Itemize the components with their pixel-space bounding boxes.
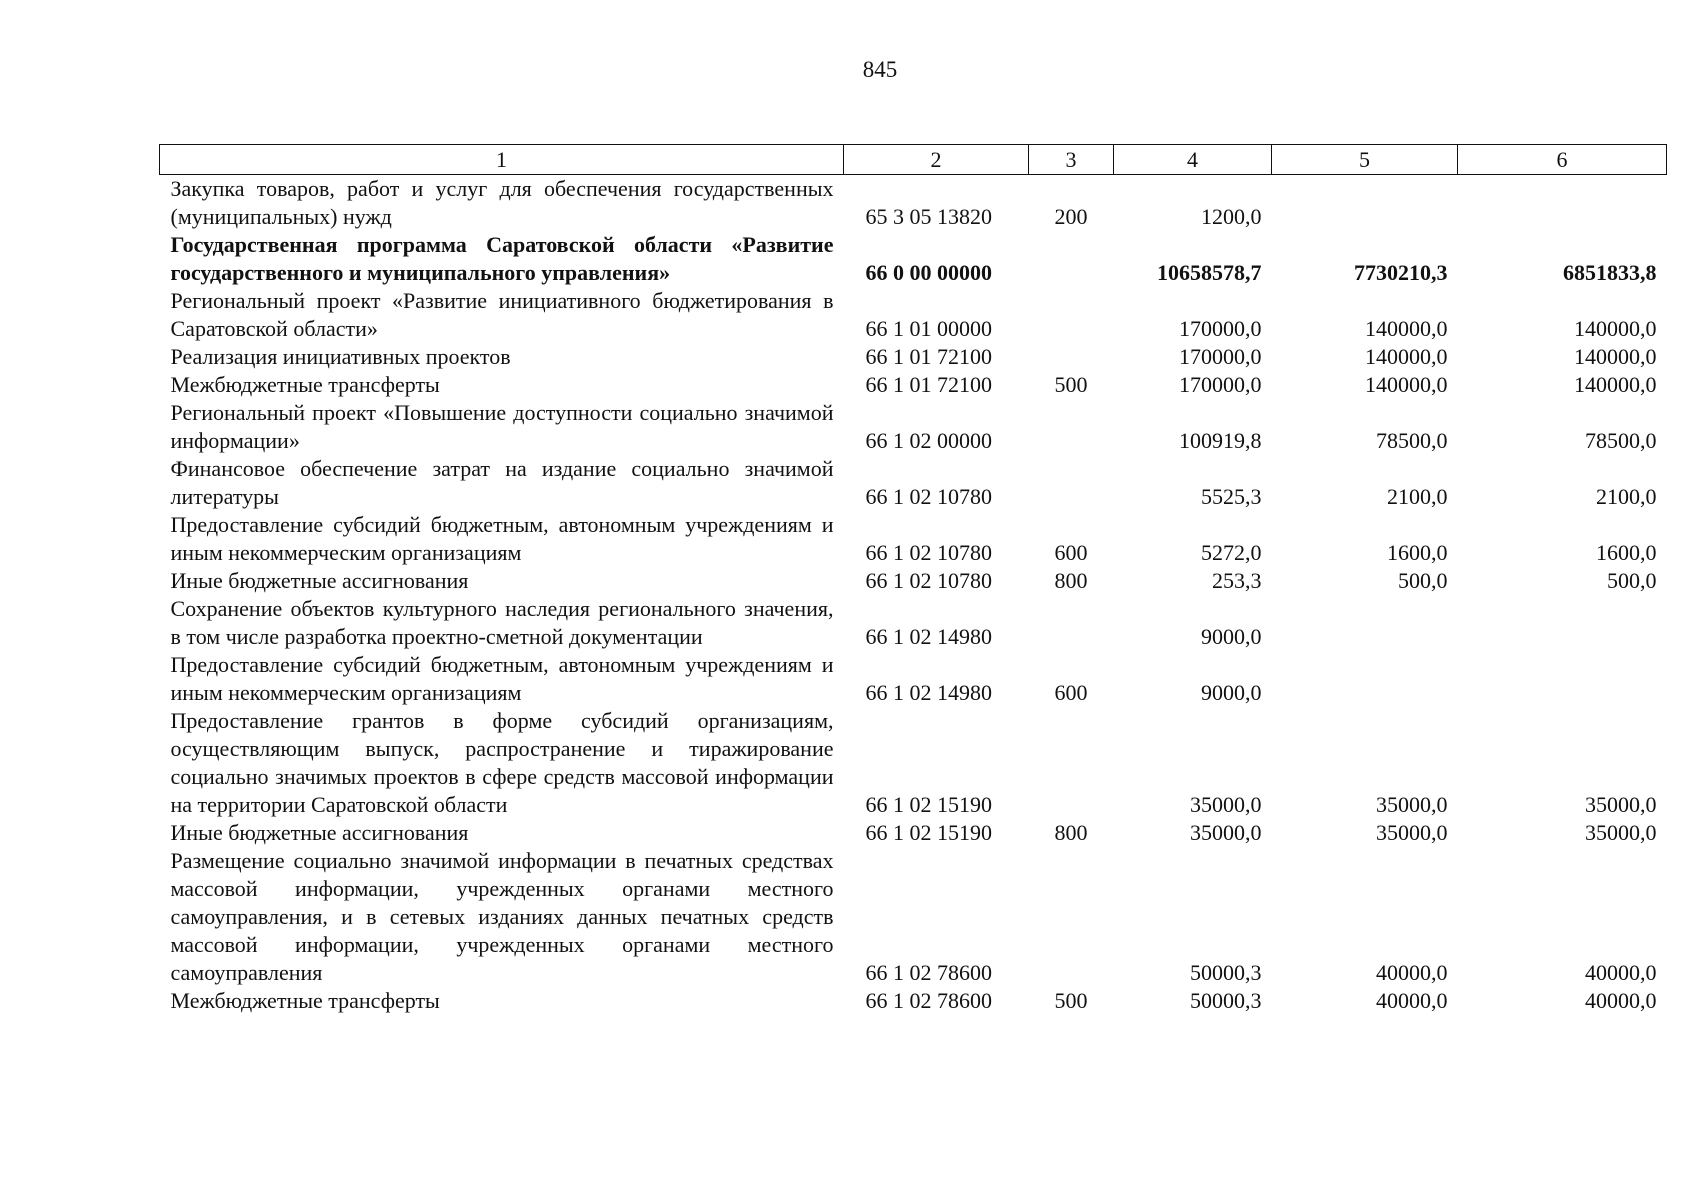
row-value-col5: 35000,0: [1376, 792, 1448, 817]
page-number: 845: [862, 57, 898, 82]
table-row: [160, 399, 1667, 455]
row-value-col4: 253,3: [1212, 568, 1262, 593]
row-value-col6: 2100,0: [1596, 484, 1657, 509]
row-value-col6: 6851833,8: [1563, 260, 1657, 285]
column-header-3: 3: [1029, 145, 1114, 175]
row-value-col6: 35000,0: [1585, 792, 1657, 817]
row-expense-kind: 600: [1054, 680, 1088, 705]
row-value-col5: 2100,0: [1387, 484, 1448, 509]
row-name: Финансовое обеспечение затрат на издание социально значимой литературы: [170, 456, 834, 509]
table-row: [160, 287, 1667, 343]
row-value-col4: 35000,0: [1190, 792, 1262, 817]
row-value-col5: 140000,0: [1365, 316, 1448, 341]
table-row: [160, 595, 1667, 651]
row-name: Предоставление грантов в форме субсидий организациям, осуществляющим выпуск, распространение и тиражирование социально значимых проектов в сфере средств массовой информации на территории Саратовской области: [170, 708, 834, 817]
row-expense-kind: [1029, 847, 1114, 987]
column-header-4: 4: [1114, 145, 1272, 175]
row-code: 66 0 00 00000: [865, 260, 992, 285]
row-value-col5: [1272, 595, 1458, 651]
row-value-col4: 50000,3: [1190, 988, 1262, 1013]
row-value-col6: [1458, 595, 1667, 651]
row-name: Закупка товаров, работ и услуг для обеспечения государственных (муниципальных) нужд: [170, 176, 834, 229]
row-value-col4: 5272,0: [1201, 540, 1262, 565]
table-header: [160, 145, 1667, 175]
column-header-2: 2: [844, 145, 1029, 175]
row-value-col4: 35000,0: [1190, 820, 1262, 845]
table-body: [160, 175, 1667, 1016]
row-value-col6: 1600,0: [1596, 540, 1657, 565]
row-name: Иные бюджетные ассигнования: [170, 568, 469, 593]
row-code: 66 1 02 10780: [865, 484, 992, 509]
row-name: Региональный проект «Развитие инициативного бюджетирования в Саратовской области»: [170, 288, 834, 341]
row-expense-kind: 800: [1054, 568, 1088, 593]
row-value-col5: 40000,0: [1376, 988, 1448, 1013]
table-row: [160, 231, 1667, 287]
row-value-col5: 1600,0: [1387, 540, 1448, 565]
row-value-col4: 9000,0: [1201, 624, 1262, 649]
column-header-5: 5: [1272, 145, 1458, 175]
row-code: 66 1 02 10780: [865, 568, 992, 593]
row-value-col4: 170000,0: [1179, 372, 1262, 397]
row-value-col5: 7730210,3: [1354, 260, 1448, 285]
row-value-col4: 1200,0: [1201, 204, 1262, 229]
row-code: 66 1 01 72100: [865, 372, 992, 397]
column-header-6: 6: [1458, 145, 1667, 175]
row-expense-kind: [1029, 231, 1114, 287]
row-expense-kind: [1029, 707, 1114, 819]
row-code: 66 1 02 14980: [865, 680, 992, 705]
row-value-col4: 9000,0: [1201, 680, 1262, 705]
row-code: 66 1 02 78600: [865, 960, 992, 985]
row-value-col4: 100919,8: [1179, 428, 1262, 453]
row-value-col4: 170000,0: [1179, 344, 1262, 369]
row-name: Предоставление субсидий бюджетным, автономным учреждениям и иным некоммерческим организациям: [170, 512, 834, 565]
row-value-col5: 500,0: [1398, 568, 1448, 593]
budget-table: [159, 144, 1667, 1015]
row-code: 66 1 02 15190: [865, 792, 992, 817]
row-code: 66 1 02 00000: [865, 428, 992, 453]
row-value-col5: 140000,0: [1365, 344, 1448, 369]
header-row: [160, 145, 1667, 175]
table-row: [160, 651, 1667, 707]
row-value-col6: 140000,0: [1574, 344, 1657, 369]
table-row: [160, 847, 1667, 987]
row-name: Предоставление субсидий бюджетным, автономным учреждениям и иным некоммерческим организациям: [170, 652, 834, 705]
row-name: Иные бюджетные ассигнования: [170, 820, 469, 845]
row-expense-kind: 800: [1054, 820, 1088, 845]
row-expense-kind: 600: [1054, 540, 1088, 565]
row-code: 66 1 01 72100: [865, 344, 992, 369]
row-value-col6: 140000,0: [1574, 372, 1657, 397]
row-value-col5: 40000,0: [1376, 960, 1448, 985]
row-expense-kind: [1029, 595, 1114, 651]
row-value-col6: [1458, 651, 1667, 707]
row-value-col4: 170000,0: [1179, 316, 1262, 341]
row-name: Сохранение объектов культурного наследия регионального значения, в том числе разработка проектно-сметной документации: [170, 596, 834, 649]
table-row: [160, 343, 1667, 371]
row-code: 65 3 05 13820: [865, 204, 992, 229]
column-header-1: 1: [160, 145, 844, 175]
table-row: [160, 175, 1667, 232]
row-name: Реализация инициативных проектов: [170, 344, 511, 369]
row-value-col5: [1272, 175, 1458, 232]
table-row: [160, 707, 1667, 819]
row-value-col4: 50000,3: [1190, 960, 1262, 985]
row-value-col6: 78500,0: [1585, 428, 1657, 453]
row-value-col6: 40000,0: [1585, 988, 1657, 1013]
row-expense-kind: [1029, 455, 1114, 511]
row-code: 66 1 02 14980: [865, 624, 992, 649]
row-expense-kind: [1029, 287, 1114, 343]
table-row: [160, 371, 1667, 399]
table-row: [160, 567, 1667, 595]
row-value-col5: [1272, 651, 1458, 707]
table-row: [160, 455, 1667, 511]
row-expense-kind: [1029, 399, 1114, 455]
row-name: Государственная программа Саратовской области «Развитие государственного и муниципального управления»: [170, 232, 834, 285]
table-row: [160, 511, 1667, 567]
table-row: [160, 819, 1667, 847]
row-value-col5: 35000,0: [1376, 820, 1448, 845]
row-code: 66 1 01 00000: [865, 316, 992, 341]
row-code: 66 1 02 15190: [865, 820, 992, 845]
row-expense-kind: 500: [1054, 372, 1088, 397]
row-name: Межбюджетные трансферты: [170, 988, 440, 1013]
row-name: Региональный проект «Повышение доступности социально значимой информации»: [170, 400, 834, 453]
row-expense-kind: 200: [1054, 204, 1088, 229]
row-value-col4: 5525,3: [1201, 484, 1262, 509]
row-name: Размещение социально значимой информации в печатных средствах массовой информации, учрежденных органами местного самоуправления, и в сетевых изданиях данных печатных средств массовой информации, учрежденных органами местного самоуправления: [170, 848, 834, 985]
row-expense-kind: [1029, 343, 1114, 371]
row-value-col6: 35000,0: [1585, 820, 1657, 845]
row-value-col5: 78500,0: [1376, 428, 1448, 453]
row-value-col5: 140000,0: [1365, 372, 1448, 397]
row-code: 66 1 02 78600: [865, 988, 992, 1013]
row-name: Межбюджетные трансферты: [170, 372, 440, 397]
row-expense-kind: 500: [1054, 988, 1088, 1013]
row-value-col6: [1458, 175, 1667, 232]
row-value-col6: 140000,0: [1574, 316, 1657, 341]
row-code: 66 1 02 10780: [865, 540, 992, 565]
row-value-col6: 500,0: [1607, 568, 1657, 593]
table-row: [160, 987, 1667, 1015]
row-value-col6: 40000,0: [1585, 960, 1657, 985]
row-value-col4: 10658578,7: [1157, 260, 1262, 285]
